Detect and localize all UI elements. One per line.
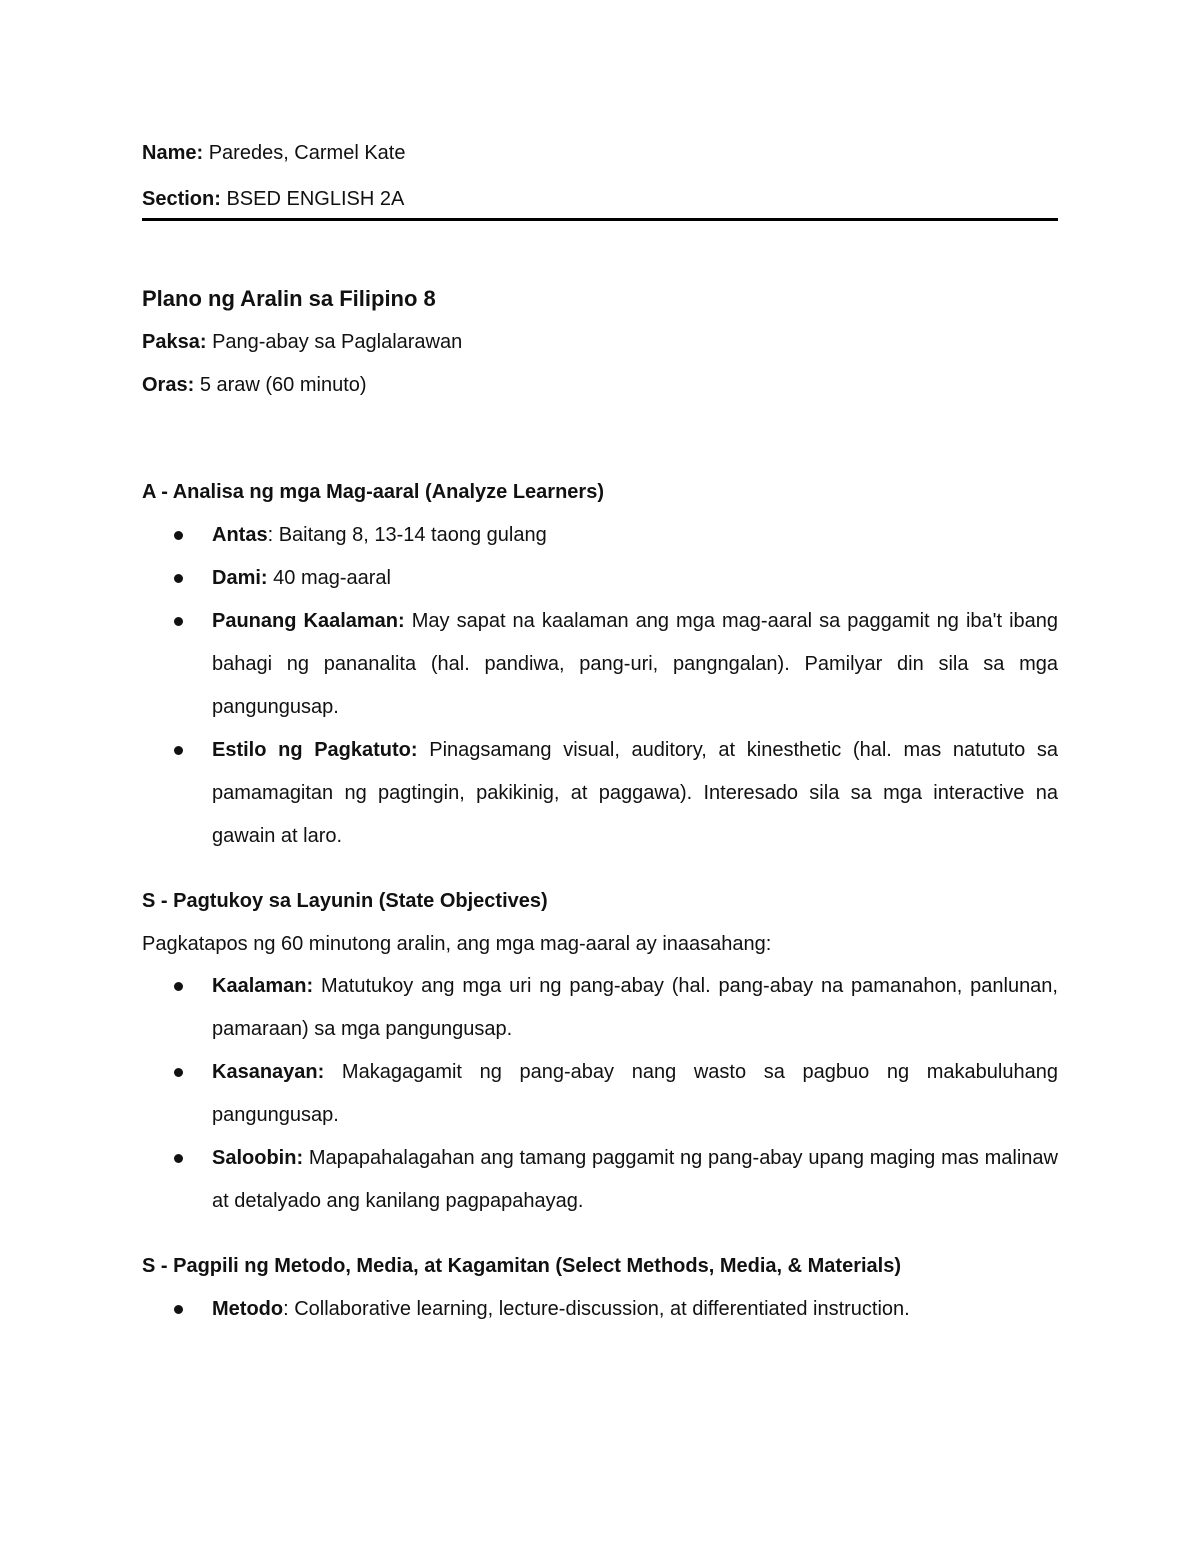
oras-value: 5 araw (60 minuto)	[199, 374, 367, 396]
bullet-icon	[174, 982, 183, 991]
plan-title: Plano ng Aralin sa Filipino 8	[142, 286, 436, 311]
bullet-icon	[174, 617, 183, 626]
section-a-list	[142, 514, 1058, 858]
section-label: Section:	[142, 188, 221, 210]
list-item: Estilo ng Pagkatuto: Pinagsamang visual, auditory, at kinesthetic (hal. mas natututo sa pamamagitan ng pagtingin, pakikinig, at paggawa). Interesado sila sa mga interactive na gawain at laro.	[142, 729, 1058, 858]
section-value: BSED ENGLISH 2A	[226, 188, 405, 210]
oras-label: Oras:	[142, 374, 195, 396]
name-value: Paredes, Carmel Kate	[208, 142, 406, 164]
list-item: Paunang Kaalaman: May sapat na kaalaman ang mga mag-aaral sa paggamit ng iba't ibang bahagi ng pananalita (hal. pandiwa, pang-uri, pangngalan). Pamilyar din sila sa mga pangungusap.	[142, 600, 1058, 729]
bullet-icon	[174, 1305, 183, 1314]
list-item: Metodo: Collaborative learning, lecture-discussion, at differentiated instruction.	[142, 1288, 1058, 1331]
document-page	[142, 138, 1058, 1331]
section-s1-intro: Pagkatapos ng 60 minutong aralin, ang mga mag-aaral ay inaasahang:	[142, 933, 772, 955]
bullet-icon	[174, 746, 183, 755]
section-a-heading: A - Analisa ng mga Mag-aaral (Analyze Learners)	[142, 481, 604, 503]
name-line	[142, 138, 1058, 168]
list-item: Dami: 40 mag-aaral	[142, 557, 1058, 600]
section-s1-heading: S - Pagtukoy sa Layunin (State Objectives)	[142, 890, 548, 912]
oras-line	[142, 370, 1058, 400]
list-item: Kaalaman: Matutukoy ang mga uri ng pang-abay (hal. pang-abay na pamanahon, panlunan, pamaraan) sa mga pangungusap.	[142, 965, 1058, 1051]
paksa-value: Pang-abay sa Paglalarawan	[212, 331, 463, 353]
section-s1-list	[142, 965, 1058, 1223]
name-label: Name:	[142, 142, 204, 164]
paksa-label: Paksa:	[142, 331, 207, 353]
header-divider	[142, 218, 1058, 221]
bullet-icon	[174, 531, 183, 540]
bullet-icon	[174, 1154, 183, 1163]
section-line	[142, 184, 1058, 214]
list-item: Saloobin: Mapapahalagahan ang tamang paggamit ng pang-abay upang maging mas malinaw at detalyado ang kanilang pagpapahayag.	[142, 1137, 1058, 1223]
bullet-icon	[174, 574, 183, 583]
list-item: Kasanayan: Makagagamit ng pang-abay nang wasto sa pagbuo ng makabuluhang pangungusap.	[142, 1051, 1058, 1137]
section-s2-heading: S - Pagpili ng Metodo, Media, at Kagamitan (Select Methods, Media, & Materials)	[142, 1255, 902, 1277]
bullet-icon	[174, 1068, 183, 1077]
list-item: Antas: Baitang 8, 13-14 taong gulang	[142, 514, 1058, 557]
paksa-line	[142, 327, 1058, 357]
section-s2-list	[142, 1288, 1058, 1331]
